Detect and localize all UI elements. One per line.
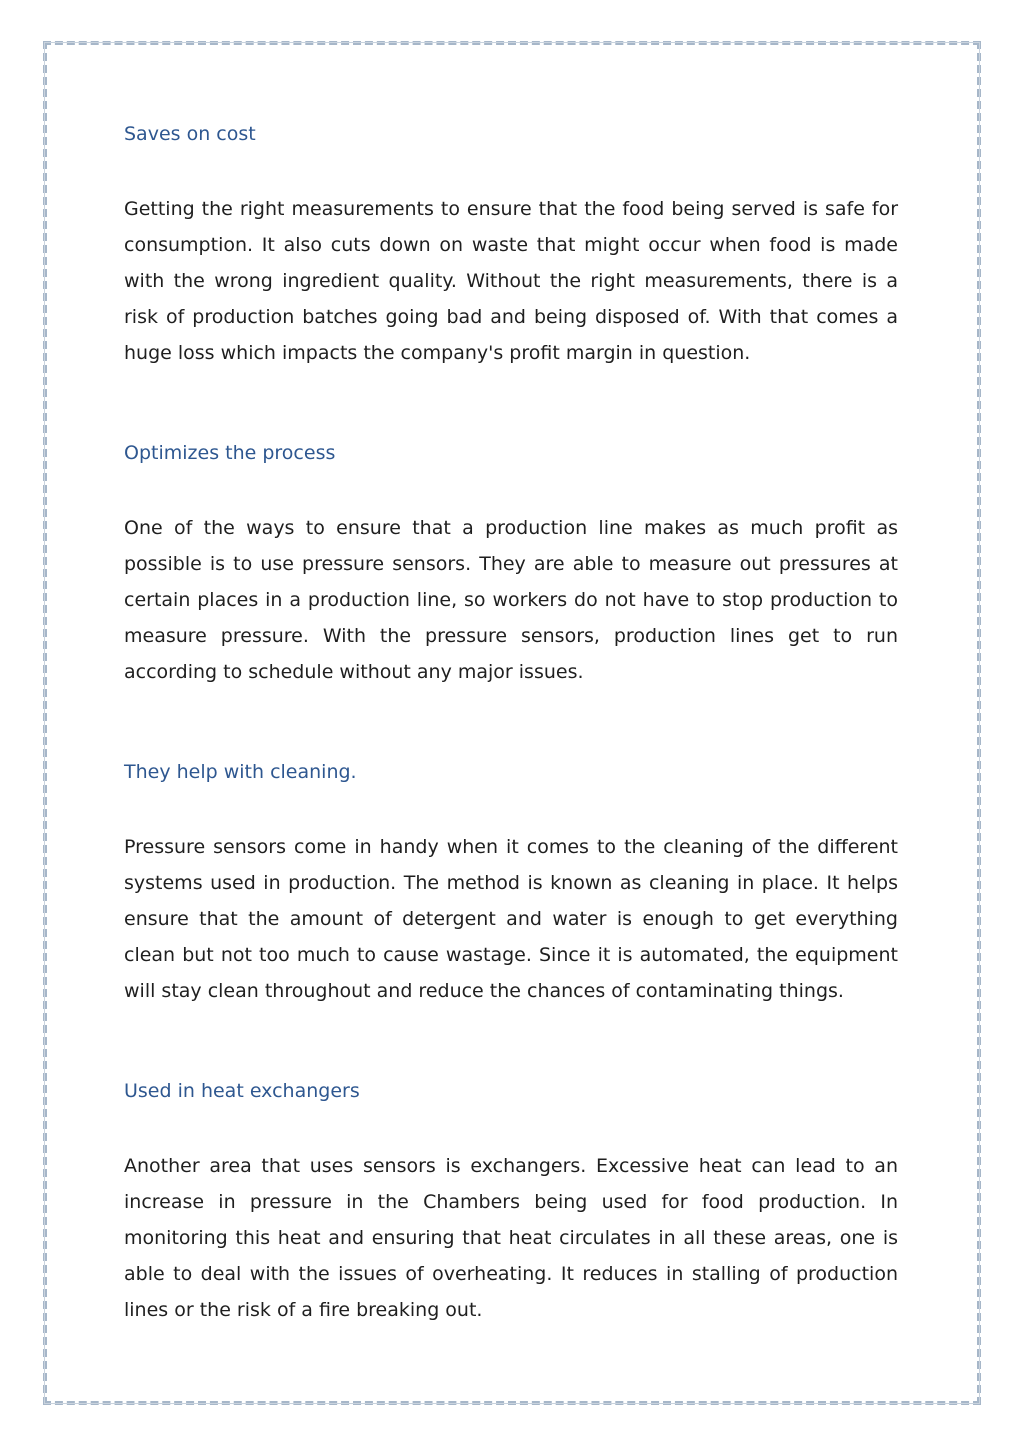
- section-heading: Used in heat exchangers: [124, 1080, 360, 1102]
- section-heading: They help with cleaning.: [124, 761, 357, 783]
- section-paragraph: Pressure sensors come in handy when it comes to the cleaning of the different systems used in production. The method is known as cleaning in place. It helps ensure that the amount of detergent and water is enough to get everything clean but not too much to cause wastage. Since it is automated, the equipment will stay clean throughout and reduce the chances of contaminating things.: [124, 836, 898, 1002]
- section-optimizes-the-process: [124, 437, 898, 690]
- section-paragraph: One of the ways to ensure that a production line makes as much profit as possible is to use pressure sensors. They are able to measure out pressures at certain places in a production line, so workers do not have to stop production to measure pressure. With the pressure sensors, production lines get to run according to schedule without any major issues.: [124, 517, 898, 683]
- section-paragraph: Getting the right measurements to ensure that the food being served is safe for consumption. It also cuts down on waste that might occur when food is made with the wrong ingredient quality. Without the right measurements, there is a risk of production batches going bad and being disposed of. With that comes a huge loss which impacts the company's profit margin in question.: [124, 198, 898, 364]
- section-used-in-heat-exchangers: [124, 1075, 898, 1328]
- section-heading: Optimizes the process: [124, 442, 336, 464]
- section-they-help-with-cleaning: [124, 756, 898, 1009]
- document-content: [124, 118, 898, 1328]
- section-paragraph: Another area that uses sensors is exchangers. Excessive heat can lead to an increase in pressure in the Chambers being used for food production. In monitoring this heat and ensuring that heat circulates in all these areas, one is able to deal with the issues of overheating. It reduces in stalling of production lines or the risk of a fire breaking out.: [124, 1155, 898, 1321]
- section-saves-on-cost: [124, 118, 898, 371]
- section-heading: Saves on cost: [124, 123, 256, 145]
